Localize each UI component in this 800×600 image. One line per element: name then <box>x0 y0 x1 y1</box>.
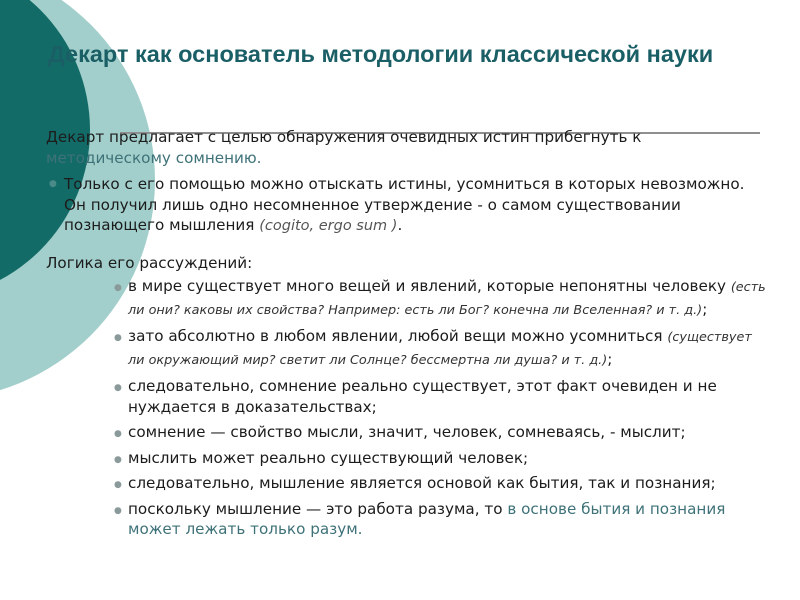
bullet-dot-icon: ● <box>114 505 122 516</box>
logic-list <box>46 276 766 540</box>
list-item: ● поскольку мышление — это работа разума, то в основе бытия и познания может лежать только разум. <box>114 499 726 538</box>
bullet-dot-icon: ● <box>114 480 122 490</box>
bullet-dot-icon: ● <box>114 383 122 393</box>
intro-text: Декарт предлагает с целью обнаружения очевидных истин прибегнуть к <box>46 128 642 146</box>
list-item: ● в мире существует много вещей и явлений, которые непонятны человеку (есть ли они? каковы их свойства? Например: есть ли Бог? конечна ли Вселенная? и т. д.); <box>114 277 766 318</box>
cogito-phrase: (cogito, ergo sum ) <box>259 218 398 234</box>
bullet-dot-icon: ● <box>114 333 122 343</box>
conclusion-accent-text: в основе бытия и познания может лежать только разум. <box>128 499 726 538</box>
bullet-dot-icon: ● <box>114 429 122 439</box>
list-item: ● следовательно, сомнение реально существует, этот факт очевиден и не нуждается в доказательствах; <box>114 377 717 416</box>
list-item: ● мыслить может реально существующий человек; <box>114 448 766 469</box>
main-bullet-text: Только с его помощью можно отыскать истины, усомниться в которых невозможно. Он получил лишь одно несомненное утверждение - о самом существовании познающего мышления <box>64 175 745 234</box>
bullet-dot-icon: ● <box>114 454 122 465</box>
slide-content <box>46 127 766 545</box>
item-note: (есть ли они? каковы их свойства? Например: есть ли Бог? конечна ли Вселенная? и т. д.) <box>128 280 766 318</box>
bullet-dot-icon: ● <box>49 179 57 189</box>
item-note: (существует ли окружающий мир? светит ли Солнце? бессмертна ли душа? и т. д.) <box>128 330 752 368</box>
main-bullet: ● Только с его помощью можно отыскать истины, усомниться в которых невозможно. Он получил лишь одно несомненное утверждение - о самом существовании познающего мышления (cogito, ergo sum ). <box>49 175 745 234</box>
list-item: ● сомнение — свойство мысли, значит, человек, сомневаясь, - мыслит; <box>114 422 766 443</box>
intro-accent-text: методическому сомнению. <box>46 148 262 167</box>
list-item: ● зато абсолютно в любом явлении, любой вещи можно усомниться (существует ли окружающий мир? светит ли Солнце? бессмертна ли душа? и т. д.); <box>114 327 752 368</box>
bullet-dot-icon: ● <box>114 283 122 293</box>
intro-paragraph <box>46 127 766 168</box>
logic-heading: Логика его рассуждений: <box>46 253 253 272</box>
slide-title: Декарт как основатель методологии классической науки <box>48 41 714 67</box>
list-item: ● следовательно, мышление является основой как бытия, так и познания; <box>114 473 766 494</box>
